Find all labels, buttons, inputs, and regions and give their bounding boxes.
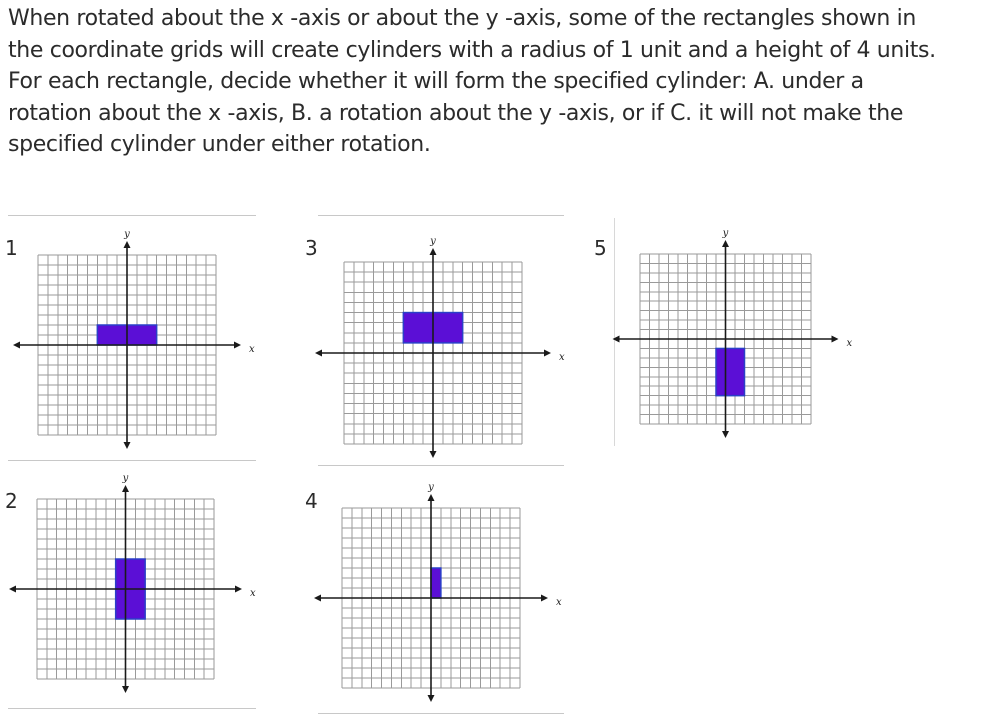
- panel-number-1: 1: [5, 236, 18, 260]
- axes: [315, 248, 551, 458]
- coordinate-grid-5: [610, 224, 853, 458]
- grid-svg: [610, 224, 853, 454]
- question-line: For each rectangle, decide whether it will form the specified cylinder: A. under a: [8, 69, 864, 94]
- y-axis-label: y: [430, 236, 436, 247]
- grid-svg: [8, 225, 255, 465]
- axis-arrowhead: [832, 336, 839, 343]
- grid-svg: [7, 469, 256, 709]
- axis-arrowhead: [315, 350, 322, 357]
- x-axis-label: x: [556, 597, 562, 608]
- coordinate-grid-3: [314, 232, 565, 478]
- y-axis-label: y: [722, 228, 729, 239]
- divider: [8, 215, 256, 216]
- coordinate-grid-2: [7, 469, 256, 713]
- axis-arrowhead: [124, 442, 131, 449]
- axis-arrowhead: [9, 586, 16, 593]
- x-axis-label: x: [846, 338, 853, 349]
- axes: [314, 494, 548, 702]
- x-axis-label: x: [559, 352, 565, 363]
- axis-arrowhead: [234, 342, 241, 349]
- axis-arrowhead: [428, 494, 435, 501]
- axis-arrowhead: [430, 248, 437, 255]
- axes: [613, 240, 839, 438]
- grid-svg: [314, 232, 565, 474]
- question-line: the coordinate grids will create cylinders with a radius of 1 unit and a height of 4 units.: [8, 37, 936, 63]
- shaded-rectangle: [431, 568, 441, 598]
- axis-arrowhead: [722, 240, 729, 247]
- panel-number-2: 2: [5, 489, 18, 513]
- axis-arrowhead: [613, 336, 620, 343]
- axis-arrowhead: [428, 695, 435, 702]
- axis-arrowhead: [122, 686, 129, 693]
- y-axis-label: y: [122, 473, 129, 484]
- divider: [318, 215, 564, 216]
- shaded-rectangle: [716, 348, 745, 395]
- axis-arrowhead: [235, 586, 242, 593]
- axis-arrowhead: [314, 595, 321, 602]
- y-axis-label: y: [124, 229, 130, 240]
- question-line: specified cylinder under either rotation.: [8, 132, 431, 157]
- coordinate-grid-1: [8, 225, 255, 469]
- panel-number-4: 4: [305, 489, 318, 513]
- axis-arrowhead: [722, 431, 729, 438]
- question-line: When rotated about the x -axis or about the y -axis, some of the rectangles shown in: [8, 6, 917, 31]
- x-axis-label: x: [249, 344, 255, 355]
- axis-arrowhead: [122, 485, 129, 492]
- panel-number-3: 3: [305, 236, 318, 260]
- y-axis-label: y: [428, 482, 434, 493]
- axis-arrowhead: [13, 342, 20, 349]
- axes: [9, 485, 242, 693]
- axes: [13, 241, 241, 449]
- question-line: rotation about the x -axis, B. a rotation about the y -axis, or if C. it will not make the: [8, 100, 904, 126]
- panel-number-5: 5: [594, 236, 607, 260]
- axis-arrowhead: [541, 595, 548, 602]
- axis-arrowhead: [124, 241, 131, 248]
- question-text: [8, 3, 993, 161]
- axis-arrowhead: [430, 451, 437, 458]
- x-axis-label: x: [250, 588, 256, 599]
- axis-arrowhead: [544, 350, 551, 357]
- coordinate-grid-4: [312, 478, 562, 722]
- grid-svg: [312, 478, 562, 718]
